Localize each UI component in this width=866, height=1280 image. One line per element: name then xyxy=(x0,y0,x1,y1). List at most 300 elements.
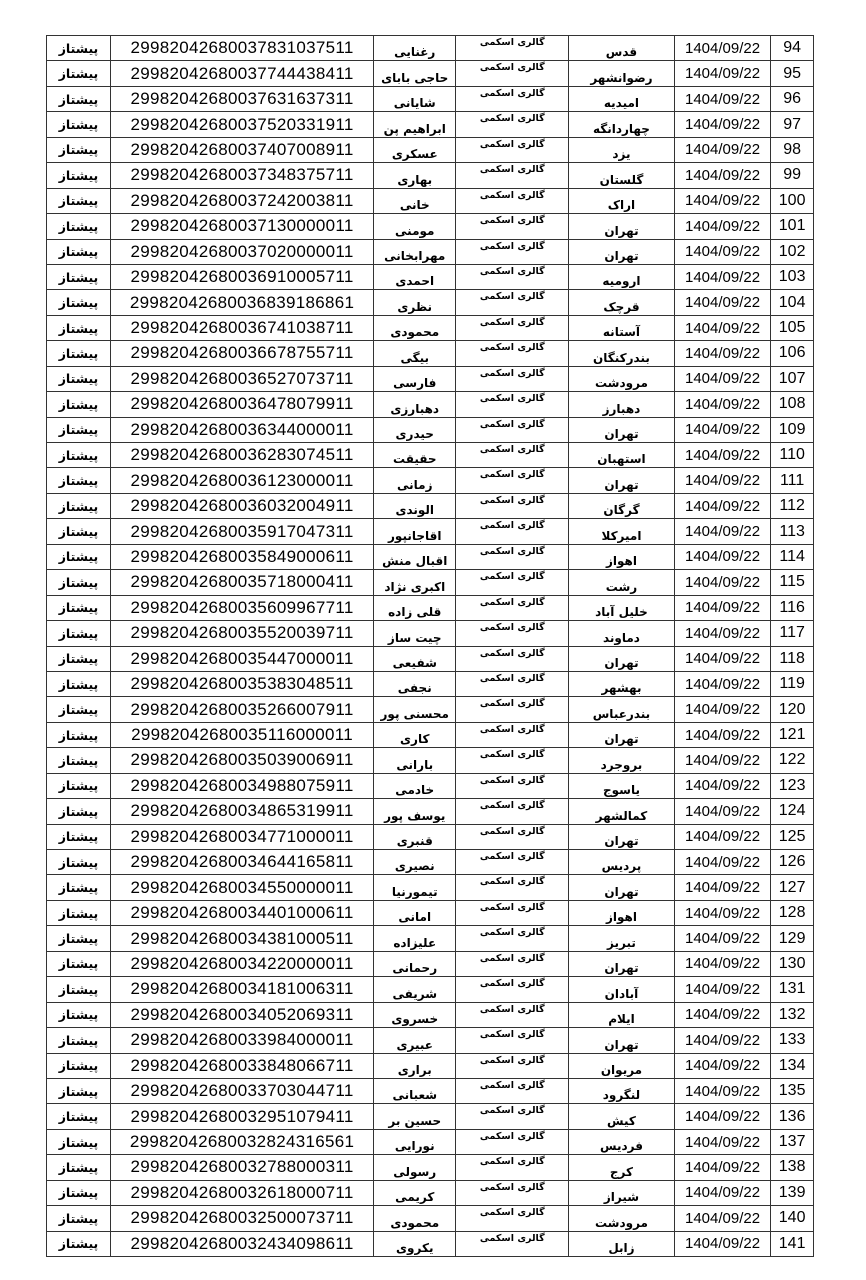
tracking-code-cell: 29982042680034644165811 xyxy=(111,850,374,875)
shipping-type-cell: پیشتاز xyxy=(47,112,111,137)
recipient-name-cell: نورایی xyxy=(374,1129,456,1154)
shipping-type-cell: پیشتاز xyxy=(47,493,111,518)
table-row xyxy=(47,646,814,671)
row-number-cell: 131 xyxy=(771,977,814,1002)
recipient-name-cell: عسکری xyxy=(374,137,456,162)
row-number-cell: 129 xyxy=(771,926,814,951)
date-cell: 1404/09/22 xyxy=(674,1129,771,1154)
row-number-cell: 130 xyxy=(771,951,814,976)
date-cell: 1404/09/22 xyxy=(674,799,771,824)
table-row xyxy=(47,239,814,264)
sender-cell: گالری اسکمی xyxy=(456,519,569,544)
date-cell: 1404/09/22 xyxy=(674,951,771,976)
city-cell: خلیل آباد xyxy=(569,595,675,620)
tracking-code-cell: 29982042680032788000311 xyxy=(111,1155,374,1180)
row-number-cell: 133 xyxy=(771,1028,814,1053)
recipient-name-cell: شایانی xyxy=(374,86,456,111)
date-cell: 1404/09/22 xyxy=(674,1206,771,1231)
recipient-name-cell: یوسف پور xyxy=(374,799,456,824)
sender-cell: گالری اسکمی xyxy=(456,1206,569,1231)
tracking-code-cell: 29982042680036839186861 xyxy=(111,290,374,315)
table-row xyxy=(47,493,814,518)
tracking-code-cell: 29982042680036283074511 xyxy=(111,443,374,468)
tracking-code-cell: 29982042680035383048511 xyxy=(111,671,374,696)
shipping-type-cell: پیشتاز xyxy=(47,214,111,239)
date-cell: 1404/09/22 xyxy=(674,1155,771,1180)
city-cell: گلستان xyxy=(569,163,675,188)
row-number-cell: 135 xyxy=(771,1078,814,1103)
date-cell: 1404/09/22 xyxy=(674,570,771,595)
city-cell: آبادان xyxy=(569,977,675,1002)
recipient-name-cell: خسروی xyxy=(374,1002,456,1027)
sender-cell: گالری اسکمی xyxy=(456,239,569,264)
tracking-code-cell: 29982042680034401000611 xyxy=(111,900,374,925)
recipient-name-cell: براری xyxy=(374,1053,456,1078)
tracking-code-cell: 29982042680034550000011 xyxy=(111,875,374,900)
tracking-code-cell: 29982042680032500073711 xyxy=(111,1206,374,1231)
recipient-name-cell: ابراهیم پن xyxy=(374,112,456,137)
date-cell: 1404/09/22 xyxy=(674,86,771,111)
shipping-type-cell: پیشتاز xyxy=(47,621,111,646)
shipping-type-cell: پیشتاز xyxy=(47,748,111,773)
recipient-name-cell: یکروی xyxy=(374,1231,456,1256)
recipient-name-cell: حاجی بابای xyxy=(374,61,456,86)
table-row xyxy=(47,1231,814,1256)
row-number-cell: 139 xyxy=(771,1180,814,1205)
sender-cell: گالری اسکمی xyxy=(456,417,569,442)
date-cell: 1404/09/22 xyxy=(674,977,771,1002)
city-cell: قرچک xyxy=(569,290,675,315)
city-cell: زابل xyxy=(569,1231,675,1256)
city-cell: تهران xyxy=(569,951,675,976)
date-cell: 1404/09/22 xyxy=(674,1078,771,1103)
date-cell: 1404/09/22 xyxy=(674,1053,771,1078)
shipments-table xyxy=(46,35,814,1257)
recipient-name-cell: الوندی xyxy=(374,493,456,518)
table-row xyxy=(47,544,814,569)
table-row xyxy=(47,163,814,188)
date-cell: 1404/09/22 xyxy=(674,646,771,671)
recipient-name-cell: خادمی xyxy=(374,773,456,798)
recipient-name-cell: تیمورنیا xyxy=(374,875,456,900)
date-cell: 1404/09/22 xyxy=(674,748,771,773)
tracking-code-cell: 29982042680035520039711 xyxy=(111,621,374,646)
date-cell: 1404/09/22 xyxy=(674,392,771,417)
table-row xyxy=(47,417,814,442)
table-row xyxy=(47,1129,814,1154)
city-cell: لنگرود xyxy=(569,1078,675,1103)
row-number-cell: 97 xyxy=(771,112,814,137)
table-row xyxy=(47,1180,814,1205)
row-number-cell: 118 xyxy=(771,646,814,671)
city-cell: آستانه xyxy=(569,315,675,340)
city-cell: اهواز xyxy=(569,544,675,569)
tracking-code-cell: 29982042680036910005711 xyxy=(111,264,374,289)
sender-cell: گالری اسکمی xyxy=(456,621,569,646)
sender-cell: گالری اسکمی xyxy=(456,799,569,824)
sender-cell: گالری اسکمی xyxy=(456,112,569,137)
date-cell: 1404/09/22 xyxy=(674,850,771,875)
sender-cell: گالری اسکمی xyxy=(456,137,569,162)
date-cell: 1404/09/22 xyxy=(674,544,771,569)
row-number-cell: 114 xyxy=(771,544,814,569)
tracking-code-cell: 29982042680037130000011 xyxy=(111,214,374,239)
recipient-name-cell: چیت ساز xyxy=(374,621,456,646)
shipping-type-cell: پیشتاز xyxy=(47,341,111,366)
city-cell: بهشهر xyxy=(569,671,675,696)
recipient-name-cell: حقیقت xyxy=(374,443,456,468)
shipping-type-cell: پیشتاز xyxy=(47,697,111,722)
date-cell: 1404/09/22 xyxy=(674,1104,771,1129)
date-cell: 1404/09/22 xyxy=(674,900,771,925)
row-number-cell: 124 xyxy=(771,799,814,824)
row-number-cell: 134 xyxy=(771,1053,814,1078)
city-cell: بروجرد xyxy=(569,748,675,773)
tracking-code-cell: 29982042680035917047311 xyxy=(111,519,374,544)
sender-cell: گالری اسکمی xyxy=(456,1002,569,1027)
table-row xyxy=(47,1206,814,1231)
recipient-name-cell: کاری xyxy=(374,722,456,747)
tracking-code-cell: 29982042680035849000611 xyxy=(111,544,374,569)
row-number-cell: 95 xyxy=(771,61,814,86)
recipient-name-cell: بیگی xyxy=(374,341,456,366)
shipping-type-cell: پیشتاز xyxy=(47,799,111,824)
tracking-code-cell: 29982042680034865319911 xyxy=(111,799,374,824)
city-cell: تهران xyxy=(569,1028,675,1053)
row-number-cell: 136 xyxy=(771,1104,814,1129)
city-cell: چهاردانگه xyxy=(569,112,675,137)
shipping-type-cell: پیشتاز xyxy=(47,443,111,468)
date-cell: 1404/09/22 xyxy=(674,722,771,747)
row-number-cell: 141 xyxy=(771,1231,814,1256)
tracking-code-cell: 29982042680037744438411 xyxy=(111,61,374,86)
row-number-cell: 98 xyxy=(771,137,814,162)
sender-cell: گالری اسکمی xyxy=(456,646,569,671)
shipping-type-cell: پیشتاز xyxy=(47,544,111,569)
row-number-cell: 127 xyxy=(771,875,814,900)
city-cell: امیدیه xyxy=(569,86,675,111)
date-cell: 1404/09/22 xyxy=(674,671,771,696)
city-cell: تهران xyxy=(569,824,675,849)
row-number-cell: 117 xyxy=(771,621,814,646)
sender-cell: گالری اسکمی xyxy=(456,773,569,798)
date-cell: 1404/09/22 xyxy=(674,1002,771,1027)
row-number-cell: 105 xyxy=(771,315,814,340)
table-row xyxy=(47,595,814,620)
sender-cell: گالری اسکمی xyxy=(456,1129,569,1154)
table-row xyxy=(47,621,814,646)
shipping-type-cell: پیشتاز xyxy=(47,1078,111,1103)
recipient-name-cell: بارانی xyxy=(374,748,456,773)
shipping-type-cell: پیشتاز xyxy=(47,239,111,264)
row-number-cell: 112 xyxy=(771,493,814,518)
table-row xyxy=(47,773,814,798)
row-number-cell: 113 xyxy=(771,519,814,544)
row-number-cell: 138 xyxy=(771,1155,814,1180)
table-row xyxy=(47,519,814,544)
recipient-name-cell: شفیعی xyxy=(374,646,456,671)
row-number-cell: 106 xyxy=(771,341,814,366)
table-row xyxy=(47,112,814,137)
table-row xyxy=(47,392,814,417)
tracking-code-cell: 29982042680036478079911 xyxy=(111,392,374,417)
tracking-code-cell: 29982042680036678755711 xyxy=(111,341,374,366)
date-cell: 1404/09/22 xyxy=(674,824,771,849)
sender-cell: گالری اسکمی xyxy=(456,544,569,569)
shipping-type-cell: پیشتاز xyxy=(47,290,111,315)
date-cell: 1404/09/22 xyxy=(674,1231,771,1256)
sender-cell: گالری اسکمی xyxy=(456,951,569,976)
city-cell: تهران xyxy=(569,239,675,264)
row-number-cell: 104 xyxy=(771,290,814,315)
tracking-code-cell: 29982042680033703044711 xyxy=(111,1078,374,1103)
city-cell: تهران xyxy=(569,646,675,671)
row-number-cell: 123 xyxy=(771,773,814,798)
row-number-cell: 115 xyxy=(771,570,814,595)
tracking-code-cell: 29982042680037020000011 xyxy=(111,239,374,264)
table-row xyxy=(47,1155,814,1180)
shipping-type-cell: پیشتاز xyxy=(47,1155,111,1180)
tracking-code-cell: 29982042680033984000011 xyxy=(111,1028,374,1053)
row-number-cell: 126 xyxy=(771,850,814,875)
table-row xyxy=(47,900,814,925)
sender-cell: گالری اسکمی xyxy=(456,468,569,493)
tracking-code-cell: 29982042680035266007911 xyxy=(111,697,374,722)
row-number-cell: 120 xyxy=(771,697,814,722)
city-cell: استهبان xyxy=(569,443,675,468)
date-cell: 1404/09/22 xyxy=(674,417,771,442)
date-cell: 1404/09/22 xyxy=(674,341,771,366)
city-cell: شیراز xyxy=(569,1180,675,1205)
city-cell: کرج xyxy=(569,1155,675,1180)
city-cell: رشت xyxy=(569,570,675,595)
sender-cell: گالری اسکمی xyxy=(456,977,569,1002)
city-cell: مرودشت xyxy=(569,366,675,391)
sender-cell: گالری اسکمی xyxy=(456,315,569,340)
sender-cell: گالری اسکمی xyxy=(456,264,569,289)
city-cell: تهران xyxy=(569,722,675,747)
recipient-name-cell: حیدری xyxy=(374,417,456,442)
date-cell: 1404/09/22 xyxy=(674,493,771,518)
table-row xyxy=(47,366,814,391)
row-number-cell: 109 xyxy=(771,417,814,442)
table-row xyxy=(47,875,814,900)
recipient-name-cell: عبیری xyxy=(374,1028,456,1053)
city-cell: یزد xyxy=(569,137,675,162)
sender-cell: گالری اسکمی xyxy=(456,36,569,61)
row-number-cell: 122 xyxy=(771,748,814,773)
sender-cell: گالری اسکمی xyxy=(456,671,569,696)
date-cell: 1404/09/22 xyxy=(674,1180,771,1205)
shipping-type-cell: پیشتاز xyxy=(47,137,111,162)
table-row xyxy=(47,697,814,722)
tracking-code-cell: 29982042680037348375711 xyxy=(111,163,374,188)
city-cell: تهران xyxy=(569,214,675,239)
tracking-code-cell: 29982042680034771000011 xyxy=(111,824,374,849)
shipping-type-cell: پیشتاز xyxy=(47,519,111,544)
row-number-cell: 132 xyxy=(771,1002,814,1027)
table-row xyxy=(47,926,814,951)
tracking-code-cell: 29982042680034052069311 xyxy=(111,1002,374,1027)
table-row xyxy=(47,951,814,976)
row-number-cell: 96 xyxy=(771,86,814,111)
date-cell: 1404/09/22 xyxy=(674,264,771,289)
tracking-code-cell: 29982042680036032004911 xyxy=(111,493,374,518)
city-cell: تبریز xyxy=(569,926,675,951)
recipient-name-cell: کریمی xyxy=(374,1180,456,1205)
shipping-type-cell: پیشتاز xyxy=(47,188,111,213)
table-row xyxy=(47,36,814,61)
tracking-code-cell: 29982042680037831037511 xyxy=(111,36,374,61)
recipient-name-cell: شریفی xyxy=(374,977,456,1002)
shipping-type-cell: پیشتاز xyxy=(47,671,111,696)
shipping-type-cell: پیشتاز xyxy=(47,1002,111,1027)
date-cell: 1404/09/22 xyxy=(674,773,771,798)
shipping-type-cell: پیشتاز xyxy=(47,646,111,671)
tracking-code-cell: 29982042680032618000711 xyxy=(111,1180,374,1205)
table-row xyxy=(47,671,814,696)
row-number-cell: 103 xyxy=(771,264,814,289)
sender-cell: گالری اسکمی xyxy=(456,366,569,391)
shipping-type-cell: پیشتاز xyxy=(47,722,111,747)
sender-cell: گالری اسکمی xyxy=(456,1078,569,1103)
shipping-type-cell: پیشتاز xyxy=(47,1206,111,1231)
table-row xyxy=(47,1002,814,1027)
shipping-type-cell: پیشتاز xyxy=(47,850,111,875)
row-number-cell: 140 xyxy=(771,1206,814,1231)
date-cell: 1404/09/22 xyxy=(674,239,771,264)
recipient-name-cell: رحمانی xyxy=(374,951,456,976)
sender-cell: گالری اسکمی xyxy=(456,926,569,951)
city-cell: ارومیه xyxy=(569,264,675,289)
city-cell: تهران xyxy=(569,417,675,442)
date-cell: 1404/09/22 xyxy=(674,697,771,722)
shipping-type-cell: پیشتاز xyxy=(47,773,111,798)
date-cell: 1404/09/22 xyxy=(674,61,771,86)
table-row xyxy=(47,1053,814,1078)
date-cell: 1404/09/22 xyxy=(674,137,771,162)
city-cell: تهران xyxy=(569,468,675,493)
city-cell: کمالشهر xyxy=(569,799,675,824)
shipping-type-cell: پیشتاز xyxy=(47,417,111,442)
row-number-cell: 108 xyxy=(771,392,814,417)
row-number-cell: 110 xyxy=(771,443,814,468)
table-row xyxy=(47,1078,814,1103)
city-cell: دهبارز xyxy=(569,392,675,417)
table-row xyxy=(47,977,814,1002)
row-number-cell: 137 xyxy=(771,1129,814,1154)
sender-cell: گالری اسکمی xyxy=(456,570,569,595)
city-cell: فردیس xyxy=(569,1129,675,1154)
tracking-code-cell: 29982042680036344000011 xyxy=(111,417,374,442)
shipping-type-cell: پیشتاز xyxy=(47,366,111,391)
city-cell: امیرکلا xyxy=(569,519,675,544)
city-cell: گرگان xyxy=(569,493,675,518)
shipping-type-cell: پیشتاز xyxy=(47,1104,111,1129)
recipient-name-cell: قنبری xyxy=(374,824,456,849)
recipient-name-cell: حسین بر xyxy=(374,1104,456,1129)
sender-cell: گالری اسکمی xyxy=(456,214,569,239)
tracking-code-cell: 29982042680032951079411 xyxy=(111,1104,374,1129)
shipping-type-cell: پیشتاز xyxy=(47,977,111,1002)
recipient-name-cell: علیزاده xyxy=(374,926,456,951)
shipping-type-cell: پیشتاز xyxy=(47,1180,111,1205)
row-number-cell: 119 xyxy=(771,671,814,696)
shipping-type-cell: پیشتاز xyxy=(47,595,111,620)
sender-cell: گالری اسکمی xyxy=(456,163,569,188)
recipient-name-cell: محمودی xyxy=(374,315,456,340)
tracking-code-cell: 29982042680034220000011 xyxy=(111,951,374,976)
tracking-code-cell: 29982042680035039006911 xyxy=(111,748,374,773)
sender-cell: گالری اسکمی xyxy=(456,900,569,925)
city-cell: اراک xyxy=(569,188,675,213)
table-row xyxy=(47,86,814,111)
recipient-name-cell: نظری xyxy=(374,290,456,315)
date-cell: 1404/09/22 xyxy=(674,1028,771,1053)
city-cell: یاسوج xyxy=(569,773,675,798)
shipping-type-cell: پیشتاز xyxy=(47,570,111,595)
shipping-type-cell: پیشتاز xyxy=(47,1231,111,1256)
recipient-name-cell: امانی xyxy=(374,900,456,925)
city-cell: ایلام xyxy=(569,1002,675,1027)
table-row xyxy=(47,1104,814,1129)
tracking-code-cell: 29982042680032434098611 xyxy=(111,1231,374,1256)
date-cell: 1404/09/22 xyxy=(674,214,771,239)
recipient-name-cell: محمودی xyxy=(374,1206,456,1231)
tracking-code-cell: 29982042680034181006311 xyxy=(111,977,374,1002)
tracking-code-cell: 29982042680034988075911 xyxy=(111,773,374,798)
recipient-name-cell: نصیری xyxy=(374,850,456,875)
date-cell: 1404/09/22 xyxy=(674,875,771,900)
shipping-type-cell: پیشتاز xyxy=(47,61,111,86)
city-cell: رضوانشهر xyxy=(569,61,675,86)
recipient-name-cell: رغنایی xyxy=(374,36,456,61)
recipient-name-cell: شعبانی xyxy=(374,1078,456,1103)
shipping-type-cell: پیشتاز xyxy=(47,36,111,61)
table-row xyxy=(47,290,814,315)
recipient-name-cell: مومنی xyxy=(374,214,456,239)
row-number-cell: 111 xyxy=(771,468,814,493)
shipping-type-cell: پیشتاز xyxy=(47,392,111,417)
table-row xyxy=(47,341,814,366)
recipient-name-cell: قلی زاده xyxy=(374,595,456,620)
tracking-code-cell: 29982042680037407008911 xyxy=(111,137,374,162)
city-cell: قدس xyxy=(569,36,675,61)
sender-cell: گالری اسکمی xyxy=(456,341,569,366)
row-number-cell: 121 xyxy=(771,722,814,747)
row-number-cell: 100 xyxy=(771,188,814,213)
table-row xyxy=(47,443,814,468)
table-row xyxy=(47,1028,814,1053)
row-number-cell: 102 xyxy=(771,239,814,264)
city-cell: کیش xyxy=(569,1104,675,1129)
recipient-name-cell: مهرابخانی xyxy=(374,239,456,264)
sender-cell: گالری اسکمی xyxy=(456,722,569,747)
shipping-type-cell: پیشتاز xyxy=(47,824,111,849)
recipient-name-cell: نجفی xyxy=(374,671,456,696)
sender-cell: گالری اسکمی xyxy=(456,86,569,111)
recipient-name-cell: خانی xyxy=(374,188,456,213)
row-number-cell: 94 xyxy=(771,36,814,61)
sender-cell: گالری اسکمی xyxy=(456,188,569,213)
table-row xyxy=(47,799,814,824)
date-cell: 1404/09/22 xyxy=(674,595,771,620)
sender-cell: گالری اسکمی xyxy=(456,392,569,417)
sender-cell: گالری اسکمی xyxy=(456,748,569,773)
table-row xyxy=(47,315,814,340)
city-cell: پردیس xyxy=(569,850,675,875)
table-row xyxy=(47,748,814,773)
